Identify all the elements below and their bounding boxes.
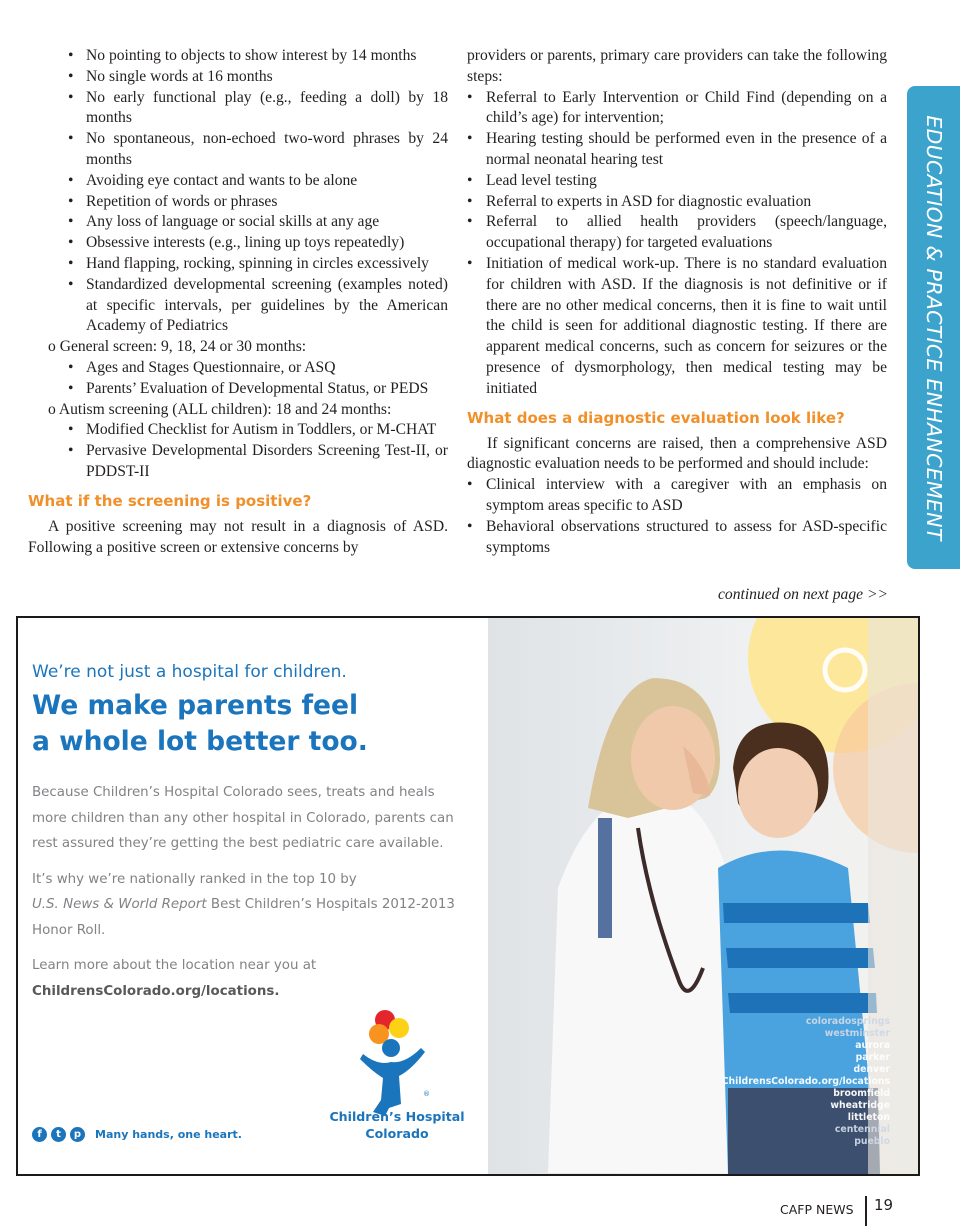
ad-text-span: Best Children’s Hospitals 2012-2013 Honor Roll. bbox=[32, 897, 455, 938]
ad-tagline: We’re not just a hospital for children. bbox=[32, 662, 347, 682]
page-number: 19 bbox=[874, 1196, 894, 1214]
location-name: coloradosprings bbox=[805, 1016, 890, 1027]
list-item: • Lead level testing bbox=[467, 171, 887, 192]
ad-text-span: Learn more about the location near you at bbox=[32, 958, 317, 973]
list-item: • Hearing testing should be performed even in the presence of a normal neonatal hearing test bbox=[467, 129, 887, 171]
ad-headline-line: We make parents feel bbox=[32, 690, 359, 721]
list-item: • Modified Checklist for Autism in Toddlers, or M-CHAT bbox=[28, 420, 448, 441]
list-item: • Referral to Early Intervention or Child Find (depending on a child’s age) for intervention; bbox=[467, 88, 887, 130]
autism-screen-label: o Autism screening (ALL children): 18 and 24 months: bbox=[48, 400, 392, 418]
publication-name: CAFP NEWS bbox=[780, 1202, 854, 1217]
left-column bbox=[28, 46, 448, 558]
list-item: • Obsessive interests (e.g., lining up toys repeatedly) bbox=[28, 233, 448, 254]
list-item: • Avoiding eye contact and wants to be alone bbox=[28, 171, 448, 192]
paragraph: providers or parents, primary care providers can take the following steps: bbox=[467, 47, 887, 85]
side-tab-label: EDUCATION & PRACTICE ENHANCEMENT bbox=[921, 114, 946, 541]
ad-motto: Many hands, one heart. bbox=[95, 1128, 242, 1141]
steps-list bbox=[467, 88, 887, 400]
section-side-tab bbox=[907, 86, 960, 569]
hospital-advertisement bbox=[16, 616, 920, 1176]
list-item: • No single words at 16 months bbox=[28, 67, 448, 88]
list-item: • No spontaneous, non-echoed two-word phrases by 24 months bbox=[28, 129, 448, 171]
evaluation-list bbox=[467, 475, 887, 558]
location-name: littleton bbox=[847, 1112, 890, 1123]
location-name: aurora bbox=[855, 1040, 890, 1051]
location-name: wheatridge bbox=[830, 1100, 890, 1111]
hospital-logo-name bbox=[321, 1108, 473, 1142]
location-name: denver bbox=[853, 1064, 890, 1075]
locations-link[interactable]: ChildrensColorado.org/locations. bbox=[32, 983, 280, 999]
location-name: pueblo bbox=[854, 1136, 890, 1147]
list-item: • Initiation of medical work-up. There is no standard evaluation for children with ASD. If the diagnosis is not definitive or if there are no other medical concerns, then it is fine to wait until the child is seen for additional diagnostic testing. If there are apparent medical concerns, such as concern for seizures or the presence of dysmorphology, then medical testing may be initiated bbox=[467, 254, 887, 400]
paragraph: A positive screening may not result in a diagnosis of ASD. Following a positive screen or extensive concerns by bbox=[28, 517, 448, 556]
list-item: • No pointing to objects to show interest by 14 months bbox=[28, 46, 448, 67]
section-heading: What if the screening is positive? bbox=[28, 491, 312, 510]
list-item: • Referral to experts in ASD for diagnostic evaluation bbox=[467, 192, 887, 213]
social-links bbox=[32, 1127, 242, 1142]
warning-signs-list bbox=[28, 46, 448, 337]
list-item: • Any loss of language or social skills at any age bbox=[28, 212, 448, 233]
list-item: • Referral to allied health providers (speech/language, occupational therapy) for targeted evaluations bbox=[467, 212, 887, 254]
location-list bbox=[722, 1016, 890, 1148]
ad-headline bbox=[32, 688, 472, 760]
logo-name-line: Children’s Hospital bbox=[329, 1109, 465, 1124]
ad-body-paragraph bbox=[32, 867, 472, 944]
location-name: centennial bbox=[834, 1124, 890, 1135]
locations-url[interactable]: ChildrensColorado.org/locations bbox=[721, 1076, 890, 1087]
ad-text-span: It’s why we’re nationally ranked in the top 10 by bbox=[32, 871, 357, 887]
list-item: • Ages and Stages Questionnaire, or ASQ bbox=[28, 358, 448, 379]
location-name: westminster bbox=[824, 1028, 890, 1039]
ad-body-paragraph bbox=[32, 953, 332, 1004]
doctor-child-photo bbox=[488, 618, 918, 1174]
location-name: broomfield bbox=[833, 1088, 890, 1099]
ad-headline-line: a whole lot better too. bbox=[32, 726, 368, 757]
right-column bbox=[467, 46, 887, 558]
list-item: • No early functional play (e.g., feeding a doll) by 18 months bbox=[28, 88, 448, 130]
twitter-icon[interactable]: t bbox=[51, 1127, 66, 1142]
list-item: • Pervasive Developmental Disorders Screening Test-II, or PDDST-II bbox=[28, 441, 448, 483]
autism-screen-list bbox=[28, 420, 448, 482]
ad-body bbox=[32, 780, 472, 1004]
general-screen-label: o General screen: 9, 18, 24 or 30 months: bbox=[48, 338, 307, 356]
ad-body-paragraph: Because Children’s Hospital Colorado sees, treats and heals more children than any other hospital in Colorado, parents can rest assured they’re getting the best pediatric care available. bbox=[32, 785, 454, 851]
ad-publication-name: U.S. News & World Report bbox=[32, 897, 207, 912]
general-screen-list bbox=[28, 358, 448, 400]
logo-name-line: Colorado bbox=[365, 1126, 429, 1141]
location-name: parker bbox=[855, 1052, 890, 1063]
pinterest-icon[interactable]: p bbox=[70, 1127, 85, 1142]
list-item: • Hand flapping, rocking, spinning in circles excessively bbox=[28, 254, 448, 275]
facebook-icon[interactable]: f bbox=[32, 1127, 47, 1142]
footer-divider bbox=[865, 1196, 867, 1226]
paragraph: If significant concerns are raised, then a comprehensive ASD diagnostic evaluation needs to be performed and should include: bbox=[467, 434, 887, 473]
svg-text:®: ® bbox=[423, 1090, 430, 1098]
list-item: • Behavioral observations structured to assess for ASD-specific symptoms bbox=[467, 517, 887, 559]
list-item: • Parents’ Evaluation of Developmental Status, or PEDS bbox=[28, 379, 448, 400]
continued-link[interactable]: continued on next page >> bbox=[717, 586, 888, 603]
list-item: • Clinical interview with a caregiver with an emphasis on symptom areas specific to ASD bbox=[467, 475, 887, 517]
section-heading: What does a diagnostic evaluation look like? bbox=[467, 408, 845, 427]
list-item: • Repetition of words or phrases bbox=[28, 192, 448, 213]
list-item: • Standardized developmental screening (examples noted) at specific intervals, per guidelines by the American Academy of Pediatrics bbox=[28, 275, 448, 337]
ad-copy bbox=[32, 662, 472, 1014]
